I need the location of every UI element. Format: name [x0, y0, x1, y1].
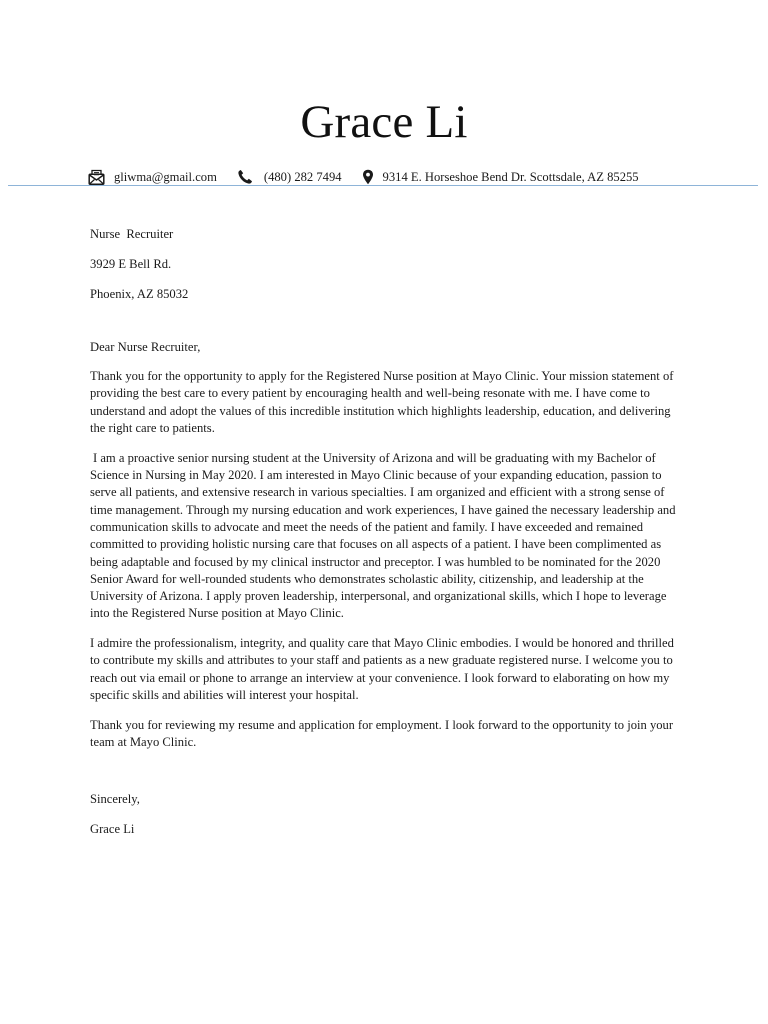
- recipient-city: Phoenix, AZ 85032: [90, 286, 189, 301]
- applicant-name: Grace Li: [300, 96, 468, 148]
- location-pin-icon: [362, 169, 374, 185]
- letter-body: [90, 226, 682, 838]
- recipient-street: 3929 E Bell Rd.: [90, 256, 172, 271]
- envelope-icon: [88, 169, 105, 186]
- header-divider: [8, 185, 758, 186]
- recipient-title: Nurse Recruiter: [90, 227, 174, 241]
- signature: Grace Li: [90, 822, 135, 837]
- salutation: Dear Nurse Recruiter,: [90, 339, 201, 354]
- address-text: 9314 E. Horseshoe Bend Dr. Scottsdale, AZ 85255: [382, 169, 639, 184]
- paragraph-interest: I admire the professionalism, integrity, and quality care that Mayo Clinic embodies. I would be honored and thrilled to contribute my skills and attributes to your staff and patients as a new graduate registered nurse. I welcome you to reach out via email or phone to arrange an interview at your convenience. I look forward to elaborating on how my specific skills and abilities will interest your hospital.: [90, 636, 674, 703]
- paragraph-intro: Thank you for the opportunity to apply for the Registered Nurse position at Mayo Clinic. Your mission statement of providing the best care to every patient by encouraging health and well-being resonate with me. I have come to understand and adopt the values of this incredible institution which highlights leadership, education, and delivering the right care to patients.: [90, 369, 674, 436]
- recipient-block: [90, 226, 682, 303]
- phone-icon: [237, 169, 253, 185]
- paragraph-thanks: Thank you for reviewing my resume and application for employment. I look forward to the opportunity to join your team at Mayo Clinic.: [90, 717, 674, 749]
- phone-text: (480) 282 7494: [263, 169, 342, 184]
- contact-address: [362, 169, 639, 185]
- contact-email: [88, 169, 217, 186]
- closing: Sincerely,: [90, 792, 140, 807]
- email-text: gliwma@gmail.com: [114, 169, 217, 184]
- contact-phone: [237, 169, 342, 185]
- paragraph-background: I am a proactive senior nursing student at the University of Arizona and will be graduating with my Bachelor of Science in Nursing in May 2020. I am interested in Mayo Clinic because of your expanding education, passion to serve all patients, and extensive research in various specialties. I am organized and efficient with a strong sense of time management. Through my nursing education and work experiences, I have gained the necessary leadership and communication skills to advocate and meet the needs of the patient and family. I have exceeded and remained committed to providing holistic nursing care that focuses on all aspects of a patient. I have been complimented as being adaptable and focused by my clinical instructor and preceptor. I was humbled to be nominated for the 2020 Senior Award for well-rounded students who demonstrates scholastic ability, citizenship, and leadership at the University of Arizona. I apply proven leadership, interpersonal, and organizational skills, which I hope to leverage into the Registered Nurse position at Mayo Clinic.: [90, 450, 676, 621]
